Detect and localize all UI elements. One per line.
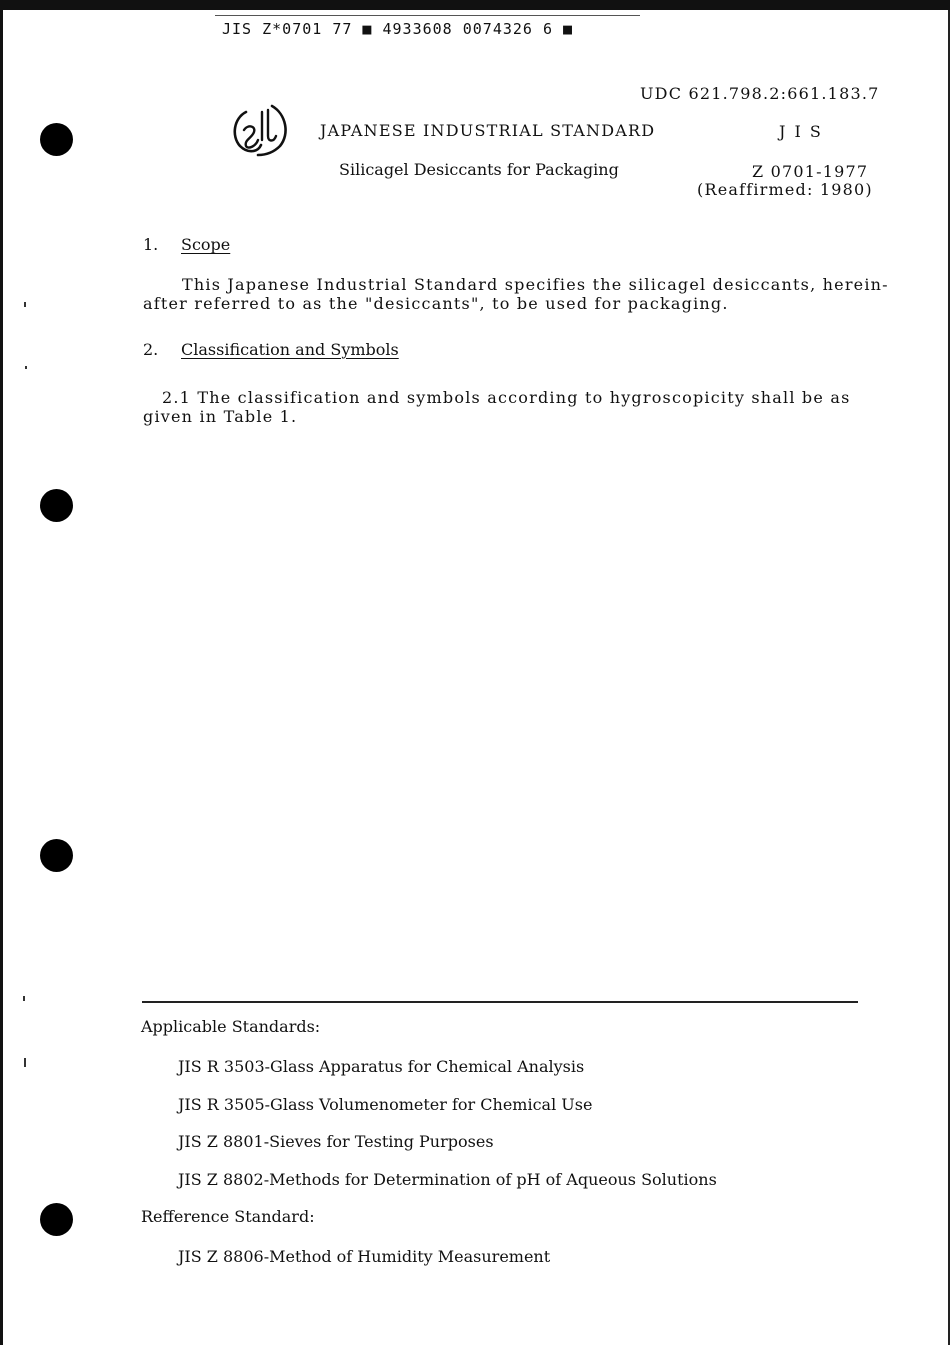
applicable-standards-heading: Applicable Standards:	[141, 1017, 321, 1036]
section-2-text-line: 2.1 The classification and symbols according to hygroscopicity shall be as	[162, 388, 851, 407]
scan-speck	[23, 996, 25, 1001]
header-code: JIS Z*0701 77 ■ 4933608 0074326 6 ■	[222, 20, 574, 38]
header-rule	[215, 15, 640, 16]
punch-hole	[40, 489, 73, 522]
punch-hole	[40, 1203, 73, 1236]
document-title: Silicagel Desiccants for Packaging	[339, 160, 619, 179]
reference-standard-heading: Refference Standard:	[141, 1207, 315, 1226]
jis-logo-icon	[228, 100, 294, 160]
scan-speck	[24, 302, 26, 307]
scan-speck	[24, 1058, 26, 1067]
punch-hole	[40, 123, 73, 156]
applicable-standard-item: JIS Z 8802-Methods for Determination of pH of Aqueous Solutions	[178, 1170, 717, 1189]
section-1-text-line: after referred to as the "desiccants", to be used for packaging.	[143, 294, 729, 313]
reaffirmed-note: (Reaffirmed: 1980)	[697, 180, 873, 199]
footnote-rule	[142, 1001, 858, 1003]
applicable-standard-item: JIS Z 8801-Sieves for Testing Purposes	[178, 1132, 494, 1151]
section-2-text-line: given in Table 1.	[143, 407, 298, 426]
scan-speck	[25, 366, 27, 369]
section-2-heading: Classification and Symbols	[181, 340, 399, 359]
section-2-number: 2.	[143, 340, 159, 359]
scan-top-edge	[0, 0, 950, 10]
applicable-standard-item: JIS R 3505-Glass Volumenometer for Chemical Use	[178, 1095, 593, 1114]
section-1-heading: Scope	[181, 235, 231, 254]
applicable-standard-item: JIS R 3503-Glass Apparatus for Chemical Analysis	[178, 1057, 585, 1076]
scan-left-edge	[0, 10, 3, 1345]
jis-mark: J I S	[779, 122, 823, 141]
punch-hole	[40, 839, 73, 872]
organization-title: JAPANESE INDUSTRIAL STANDARD	[320, 121, 656, 140]
section-1-number: 1.	[143, 235, 159, 254]
section-1-text-line: This Japanese Industrial Standard specifies the silicagel desiccants, herein-	[182, 275, 889, 294]
udc-number: UDC 621.798.2:661.183.7	[640, 84, 880, 103]
standard-number: Z 0701-1977	[752, 162, 869, 181]
reference-standard-item: JIS Z 8806-Method of Humidity Measurement	[178, 1247, 551, 1266]
